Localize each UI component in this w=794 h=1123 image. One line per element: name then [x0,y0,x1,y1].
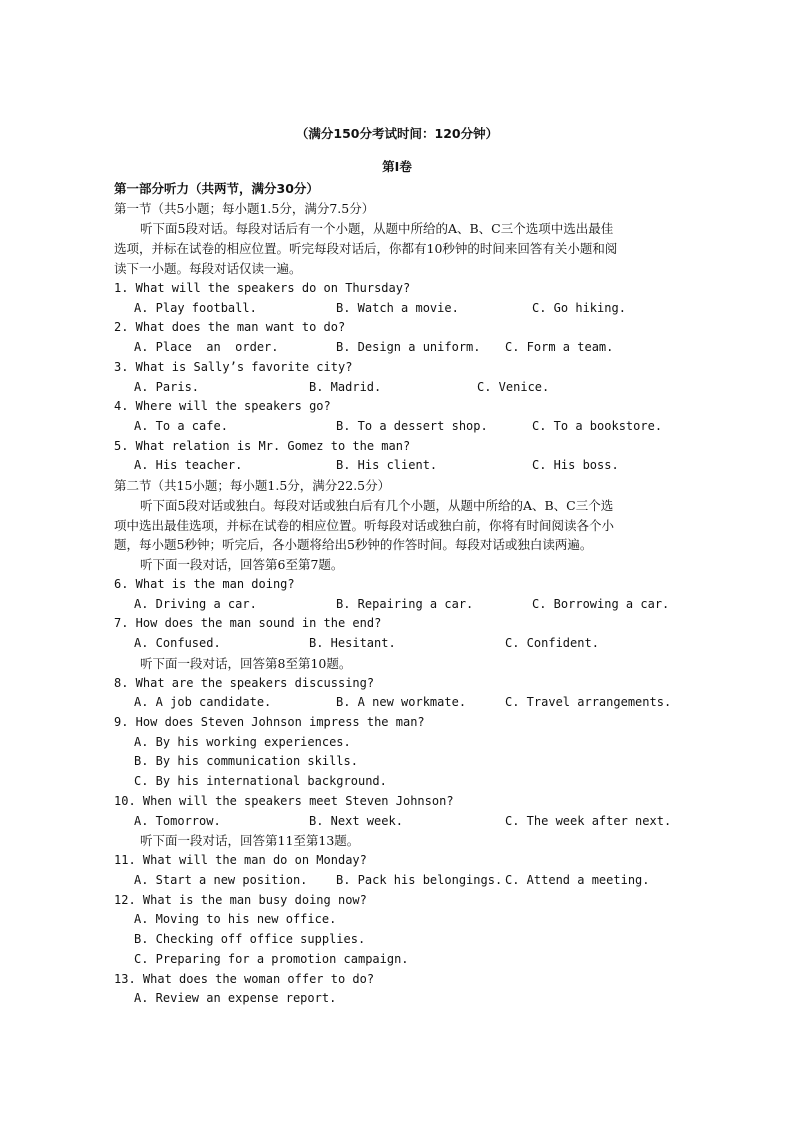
question-11-option-c: C. Attend a meeting. [505,873,650,887]
question-3-option-c: C. Venice. [477,380,550,394]
dialog-instruction-8-10: 听下面一段对话，回答第8至第10题。 [140,656,352,671]
question-10-stem: 10. When will the speakers meet Steven Johnson? [114,794,454,808]
section-1-instructions-line-2: 选项，并标在试卷的相应位置。听完每段对话后，你都有10秒钟的时间来回答有关小题和阅 [114,241,618,256]
question-9-option-c: C. By his international background. [134,774,387,788]
question-10-option-a: A. Tomorrow. [134,814,221,828]
question-1-stem: 1. What will the speakers do on Thursday? [114,281,411,295]
question-12-stem: 12. What is the man busy doing now? [114,893,367,907]
question-13-stem: 13. What does the woman offer to do? [114,972,375,986]
question-12-option-b: B. Checking off office supplies. [134,932,366,946]
question-5-option-c: C. His boss. [532,458,619,472]
question-5-stem: 5. What relation is Mr. Gomez to the man? [114,439,411,453]
question-13-option-a: A. Review an expense report. [134,991,337,1005]
question-11-option-a: A. Start a new position. [134,873,308,887]
question-9-option-a: A. By his working experiences. [134,735,351,749]
section-2-instructions-line-3: 题，每小题5秒钟；听完后，各小题将给出5秒钟的作答时间。每段对话或独白读两遍。 [114,537,593,552]
question-6-stem: 6. What is the man doing? [114,577,295,591]
question-4-option-b: B. To a dessert shop. [336,419,488,433]
question-2-option-b: B. Design a uniform. [336,340,481,354]
question-10-option-c: C. The week after next. [505,814,672,828]
question-3-stem: 3. What is Sally’s favorite city? [114,360,353,374]
section-1-instructions-line-3: 读下一小题。每段对话仅读一遍。 [114,261,302,276]
question-1-option-a: A. Play football. [134,301,257,315]
question-7-option-b: B. Hesitant. [309,636,396,650]
dialog-instruction-6-7: 听下面一段对话，回答第6至第7题。 [140,557,344,572]
question-12-option-c: C. Preparing for a promotion campaign. [134,952,409,966]
exam-subtitle: （满分150分考试时间：120分钟） [295,126,499,141]
question-3-option-a: A. Paris. [134,380,200,394]
question-12-option-a: A. Moving to his new office. [134,912,337,926]
part-title: 第一部分听力（共两节，满分30分） [114,181,319,196]
question-8-stem: 8. What are the speakers discussing? [114,676,375,690]
question-2-option-c: C. Form a team. [505,340,614,354]
question-8-option-c: C. Travel arrangements. [505,695,672,709]
question-6-option-b: B. Repairing a car. [336,597,474,611]
question-11-stem: 11. What will the man do on Monday? [114,853,367,867]
question-8-option-a: A. A job candidate. [134,695,272,709]
question-10-option-b: B. Next week. [309,814,403,828]
question-7-option-a: A. Confused. [134,636,221,650]
question-1-option-b: B. Watch a movie. [336,301,459,315]
question-1-option-c: C. Go hiking. [532,301,626,315]
section-2-instructions-line-1: 听下面5段对话或独白。每段对话或独白后有几个小题，从题中所给的A、B、C三个选 [140,498,614,513]
section-1-instructions-line-1: 听下面5段对话。每段对话后有一个小题，从题中所给的A、B、C三个选项中选出最佳 [140,221,614,236]
section-2-title: 第二节（共15小题；每小题1.5分，满分22.5分） [114,478,391,493]
question-8-option-b: B. A new workmate. [336,695,467,709]
question-9-stem: 9. How does Steven Johnson impress the man? [114,715,425,729]
question-3-option-b: B. Madrid. [309,380,382,394]
question-7-option-c: C. Confident. [505,636,599,650]
question-11-option-b: B. Pack his belongings. [336,873,503,887]
section-2-instructions-line-2: 项中选出最佳选项，并标在试卷的相应位置。听每段对话或独白前，你将有时间阅读各个小 [114,518,615,533]
question-6-option-a: A. Driving a car. [134,597,257,611]
question-4-stem: 4. Where will the speakers go? [114,399,331,413]
question-5-option-a: A. His teacher. [134,458,243,472]
question-5-option-b: B. His client. [336,458,438,472]
question-4-option-a: A. To a cafe. [134,419,228,433]
question-2-option-a: A. Place an order. [134,340,279,354]
volume-title: 第Ⅰ卷 [382,159,412,174]
question-6-option-c: C. Borrowing a car. [532,597,670,611]
question-9-option-b: B. By his communication skills. [134,754,358,768]
question-4-option-c: C. To a bookstore. [532,419,663,433]
question-7-stem: 7. How does the man sound in the end? [114,616,382,630]
section-1-title: 第一节（共5小题；每小题1.5分，满分7.5分） [114,201,375,216]
dialog-instruction-11-13: 听下面一段对话，回答第11至第13题。 [140,833,360,848]
question-2-stem: 2. What does the man want to do? [114,320,346,334]
